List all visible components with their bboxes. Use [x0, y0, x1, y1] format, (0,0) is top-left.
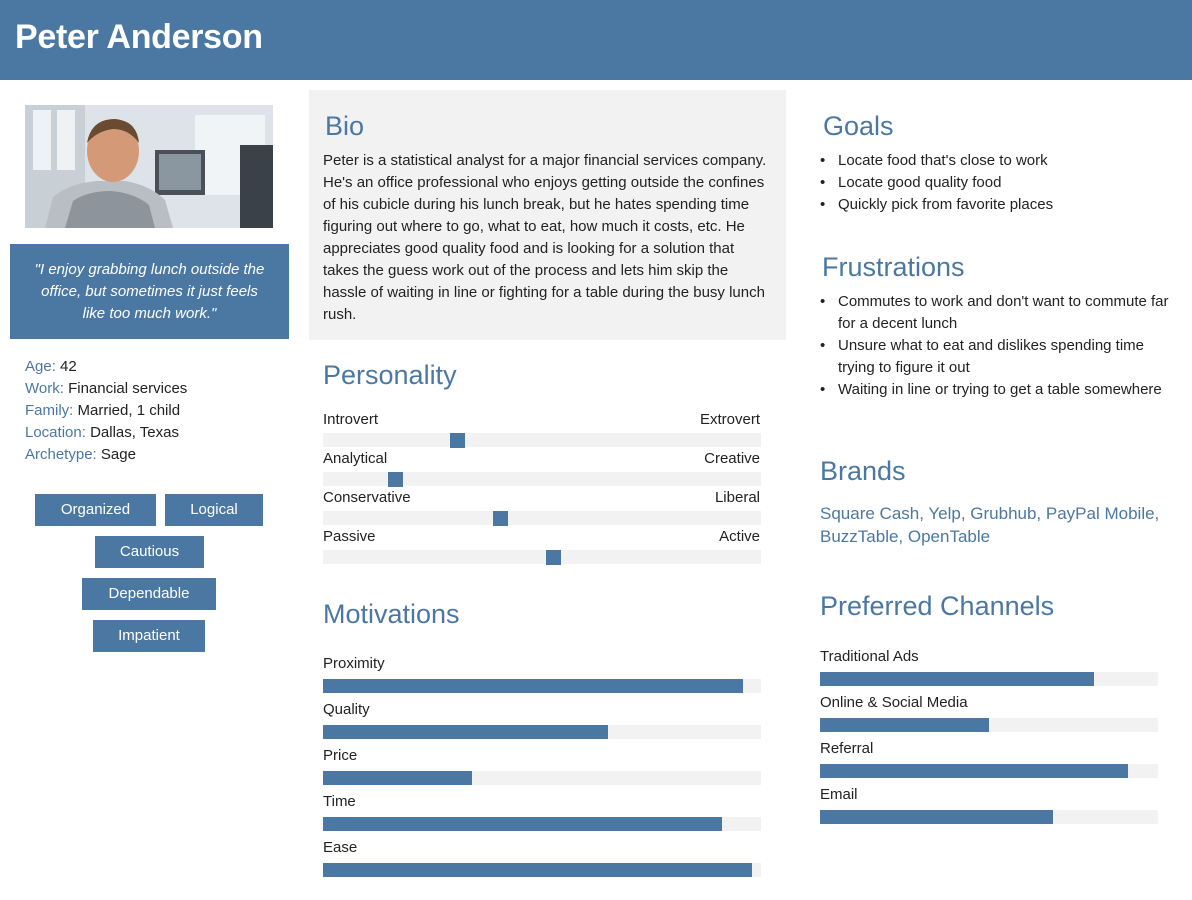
slider-thumb	[493, 511, 508, 526]
fact-label: Location:	[25, 424, 86, 441]
channel-fill-traditional-ads	[820, 672, 1094, 686]
motivation-fill-time	[323, 817, 722, 831]
channel-fill-online-social	[820, 718, 989, 732]
slider-track-introvert-extrovert	[323, 433, 761, 447]
slider-thumb	[546, 550, 561, 565]
fact-label: Archetype:	[25, 446, 97, 463]
motivation-track-quality	[323, 725, 761, 739]
channel-label-referral: Referral	[820, 740, 874, 757]
slider-right-label: Liberal	[714, 489, 760, 506]
header-bar	[0, 0, 1192, 80]
fact-archetype	[25, 444, 187, 466]
fact-family	[25, 400, 187, 422]
slider-right-label: Active	[719, 528, 760, 545]
fact-value: Financial services	[68, 380, 188, 397]
fact-location	[25, 422, 187, 444]
motivation-fill-quality	[323, 725, 608, 739]
trait-tag-logical: Logical	[165, 494, 263, 526]
trait-tag-cautious: Cautious	[95, 536, 204, 568]
motivation-track-price	[323, 771, 761, 785]
channel-track-online-social	[820, 718, 1158, 732]
fact-age	[25, 356, 187, 378]
channel-track-traditional-ads	[820, 672, 1158, 686]
fact-value: Married, 1 child	[77, 402, 181, 419]
channel-track-email	[820, 810, 1158, 824]
slider-right-label: Extrovert	[699, 411, 760, 428]
fact-value: Dallas, Texas	[90, 424, 179, 441]
slider-right-label: Creative	[704, 450, 760, 467]
fact-label: Age:	[25, 358, 56, 375]
fact-work	[25, 378, 187, 400]
list-item: • Locate good quality food	[820, 172, 1170, 194]
list-item: • Waiting in line or trying to get a table somewhere	[820, 379, 1170, 401]
fact-value: 42	[60, 358, 77, 375]
frustrations-list	[820, 291, 1170, 401]
motivation-label-price: Price	[323, 747, 358, 764]
list-item: • Quickly pick from favorite places	[820, 194, 1170, 216]
fact-label: Family:	[25, 402, 74, 419]
fact-value: Sage	[100, 446, 136, 463]
slider-track-analytical-creative	[323, 472, 761, 486]
slider-left-label: Introvert	[323, 411, 379, 428]
frustrations-heading: Frustrations	[822, 252, 965, 282]
motivation-label-time: Time	[323, 793, 356, 810]
goals-heading: Goals	[823, 111, 894, 141]
channel-label-traditional-ads: Traditional Ads	[820, 648, 919, 665]
fact-label: Work:	[25, 380, 64, 397]
motivation-fill-proximity	[323, 679, 743, 693]
motivation-track-ease	[323, 863, 761, 877]
brands-heading: Brands	[820, 456, 906, 486]
slider-left-label: Analytical	[323, 450, 388, 467]
trait-tag-impatient: Impatient	[93, 620, 205, 652]
bio-heading: Bio	[325, 111, 365, 141]
motivation-track-proximity	[323, 679, 761, 693]
motivation-label-ease: Ease	[323, 839, 358, 856]
motivation-label-proximity: Proximity	[323, 655, 385, 672]
motivation-fill-ease	[323, 863, 752, 877]
persona-photo	[25, 105, 273, 228]
slider-thumb	[450, 433, 465, 448]
channel-fill-referral	[820, 764, 1128, 778]
bio-text: Peter is a statistical analyst for a major financial services company. He's an office professional who enjoys getting outside the confines of his cubicle during his lunch break, but he hates spending time figuring out where to go, what to eat, how much it costs, etc. He appreciates good quality food and is looking for a solution that takes the guess work out of the process and lets him skip the hassle of waiting in line or fighting for a table during the busy lunch rush.	[323, 152, 767, 323]
channel-track-referral	[820, 764, 1158, 778]
persona-quote: "I enjoy grabbing lunch outside the office, but sometimes it just feels like too much work."	[10, 244, 289, 339]
slider-track-conservative-liberal	[323, 511, 761, 525]
goals-list	[820, 150, 1170, 216]
slider-left-label: Conservative	[323, 489, 411, 506]
persona-facts	[25, 356, 187, 466]
slider-left-label: Passive	[323, 528, 376, 545]
trait-tag-dependable: Dependable	[82, 578, 216, 610]
motivations-heading: Motivations	[323, 599, 460, 629]
channel-fill-email	[820, 810, 1053, 824]
channels-heading: Preferred Channels	[820, 591, 1055, 621]
motivation-track-time	[323, 817, 761, 831]
motivation-label-quality: Quality	[323, 701, 370, 718]
channel-label-online-social: Online & Social Media	[820, 694, 968, 711]
trait-tag-organized: Organized	[35, 494, 156, 526]
brands-list: Square Cash, Yelp, Grubhub, PayPal Mobile, BuzzTable, OpenTable	[820, 504, 1160, 546]
motivation-fill-price	[323, 771, 472, 785]
persona-name: Peter Anderson	[15, 18, 263, 56]
personality-heading: Personality	[323, 360, 457, 390]
list-item: • Unsure what to eat and dislikes spending time trying to figure it out	[820, 335, 1170, 379]
list-item: • Commutes to work and don't want to commute far for a decent lunch	[820, 291, 1170, 335]
list-item: • Locate food that's close to work	[820, 150, 1170, 172]
slider-track-passive-active	[323, 550, 761, 564]
slider-thumb	[388, 472, 403, 487]
channel-label-email: Email	[820, 786, 858, 803]
